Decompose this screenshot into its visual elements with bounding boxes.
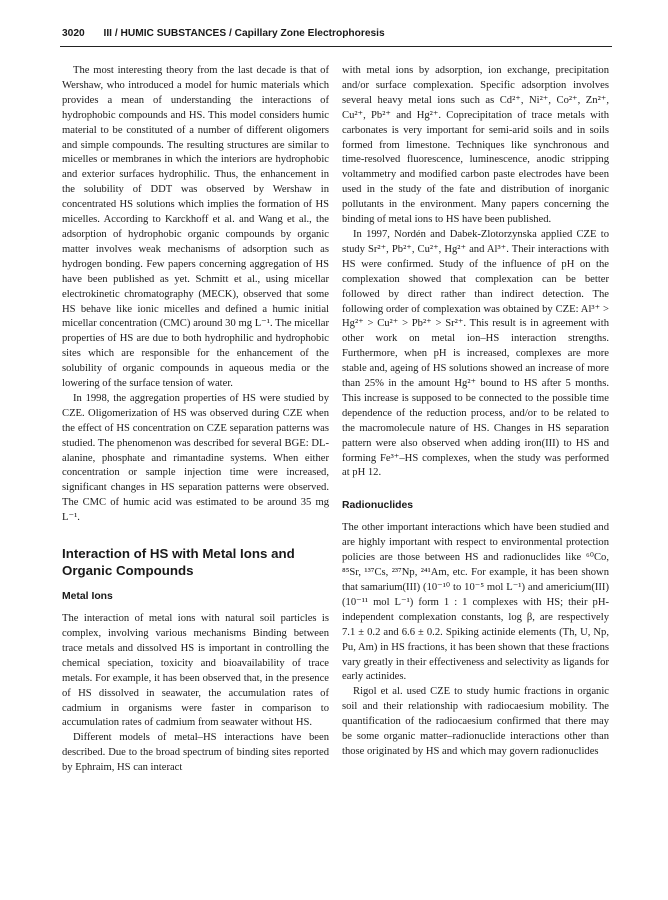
section-heading: Interaction of HS with Metal Ions and Organic Compounds	[62, 546, 295, 578]
paragraph-adsorption: with metal ions by adsorption, ion exchange, precipitation and/or surface complexation. Specific adsorption involves several heavy metal ions such as Cd²⁺, Ni²⁺, Co²⁺, Zn²⁺, Cu²⁺, Pb²⁺ and Hg²⁺. Coprecipitation of trace metals with carbonates is very important for semi-arid soils and in soils formed from limestone. Techniques like synchronous and time-resolved fluorescence, luminescence, anodic stripping voltammetry and modified carbon paste electrodes have been used in the study of the fate and distribution of inorganic pollutants in the environment. Many papers concerning the binding of metal ions to HS have been published.	[342, 65, 609, 226]
right-column	[342, 64, 609, 760]
running-title: III / HUMIC SUBSTANCES / Capillary Zone Electrophoresis	[103, 28, 385, 39]
subheading-metal-ions: Metal Ions	[62, 591, 113, 603]
paragraph-metal-interaction: The interaction of metal ions with natural soil particles is complex, involving various mechanisms Binding between trace metals and dissolved HS is important in controlling the chemical speciation, toxicity and bioavailability of trace metals. For example, it has been observed that, in the presence of HS dissolved in seawater, the accumulation rates of cadmium in organisms were faster in comparison to accumulation rates of cadmium from seawater without HS.	[62, 613, 329, 729]
paragraph-micelle-theory: The most interesting theory from the last decade is that of Wershaw, who introduced a model for humic materials which provides a mean of understanding the interactions of hydrophobic compounds and HS. This model considers humic material to be constituted of a number of different oligomers and simple compounds. The resulting structures are similar to micelles or membranes in which the interiors are hydrophobic and exterior surfaces hydrophilic. Thus, the enhancement in the solubility of DDT was observed by Wershaw in concentrated HS solutions which implies the formation of HS micelles. According to Karckhoff et al. and Wang et al., the adsorption of hydrophobic organic compounds by organic matter involves weak mechanisms of adsorption such as hydrogen bonding. Few papers concerning aggregation of HS have been published as yet. Schmitt et al., using micellar electrokinetic chromatography (MECK), observed that some HS behave like ionic micelles and defined a humic initial micellar concentration (CMC) around 30 mg L⁻¹. The micellar properties of HS are due to both hydrophilic and hydrophobic sites which are responsible for the enhancement of the solubility of organic compounds in aqueous media or the lowering of the surface tension of water.	[62, 65, 329, 390]
paragraph-radionuclides: The other important interactions which have been studied and are highly important with respect to environmental protection policies are those between HS and radionuclides like ⁶⁰Co, ⁸⁵Sr, ¹³⁷Cs, ²³⁷Np, ²⁴¹Am, etc. For example, it has been shown that samarium(III) (10⁻¹⁰ to 10⁻⁵ mol L⁻¹) and americium(III) (10⁻¹¹ mol L⁻¹) form 1 : 1 complexes with HS; their pH-independent complexation constants, log β, are respectively 7.1 ± 0.2 and 6.6 ± 0.2. Spiking actinide elements (Th, U, Np, Pu, Am) in HS fractions, it has been shown that these fractions vary greatly in their effectiveness and selectivity as ligands for early actinides.	[342, 522, 609, 683]
paragraph-rigol-study: Rigol et al. used CZE to study humic fractions in organic soil and their relationship with radiocaesium mobility. The quantification of the radiocaesium confirmed that there may be some organic matter–radionuclide interactions other than those originated by HS and which may govern radionuclides	[342, 686, 609, 757]
paragraph-aggregation-cze: In 1998, the aggregation properties of HS were studied by CZE. Oligomerization of HS was observed during CZE when the effect of HS concentration on CZE separation patterns was studied. The phenomenon was described for several BGE: DL-alanine, phosphate and rimantadine systems. When either concentration or sample injection time were increased, significant changes in HS separation patterns were observed. The CMC of humic acid was estimated to be around 35 mg L⁻¹.	[62, 392, 329, 524]
subheading-radionuclides: Radionuclides	[342, 500, 414, 512]
running-header	[62, 28, 612, 39]
left-column	[62, 64, 329, 776]
paragraph-metal-models: Different models of metal–HS interactions have been described. Due to the broad spectrum of binding sites reported by Ephraim, HS can interact	[62, 732, 329, 774]
header-rule	[60, 46, 612, 47]
page-number: 3020	[62, 28, 85, 39]
paragraph-norden-study: In 1997, Nordén and Dabek-Zlotorzynska applied CZE to study Sr²⁺, Pb²⁺, Cu²⁺, Hg²⁺ and Al³⁺. Their interactions with HS were confirmed. Study of the influence of pH on the complexation showed that complexation can be better followed by direct rather than indirect detection. The following order of complexation was obtained by CZE: Al³⁺ > Hg²⁺ > Cu²⁺ > Pb²⁺ > Sr²⁺. This result is in agreement with other work on metal ion–HS interaction strengths. Furthermore, when pH is increased, complexes are more stable and, ageing of HS solutions showed an increase of more than 25% in the amount Hg²⁺ bound to HS after 5 months. This increase is supposed to be connected to the possible time dependence of the reduction process, and/or to be related to the macromolecule nature of HS. Changes in HS separation pattern were also observed when adding iron(III) to HS and forming Fe³⁺–HS complexes, when the study was performed at pH 12.	[342, 228, 609, 479]
